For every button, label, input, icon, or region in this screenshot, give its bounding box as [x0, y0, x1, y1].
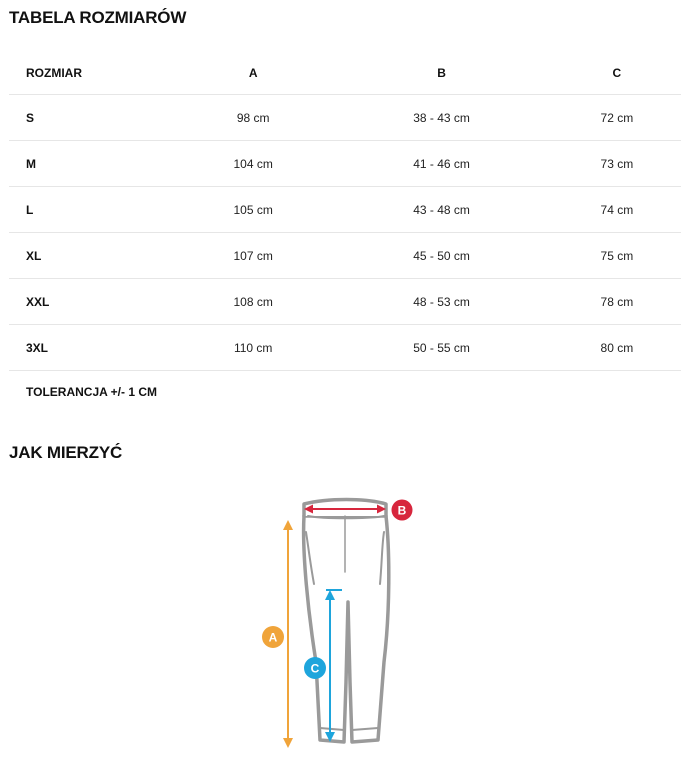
cell-size: XL [9, 233, 176, 279]
cell-size: L [9, 187, 176, 233]
cell-a: 108 cm [176, 279, 330, 325]
header-b: B [330, 52, 552, 95]
pants-diagram-svg [248, 492, 428, 754]
cell-c: 80 cm [553, 325, 681, 371]
cell-size: M [9, 141, 176, 187]
table-row [9, 187, 681, 233]
cell-c: 73 cm [553, 141, 681, 187]
cell-b: 45 - 50 cm [330, 233, 552, 279]
cell-a: 107 cm [176, 233, 330, 279]
badge-a-label: A [268, 630, 278, 645]
table-header-row [9, 52, 681, 95]
cell-c: 72 cm [553, 95, 681, 141]
header-size: ROZMIAR [9, 52, 176, 95]
cell-b: 50 - 55 cm [330, 325, 552, 371]
table-row [9, 279, 681, 325]
cell-a: 98 cm [176, 95, 330, 141]
badge-c-label: C [310, 661, 320, 676]
cell-b: 41 - 46 cm [330, 141, 552, 187]
cell-b: 48 - 53 cm [330, 279, 552, 325]
how-to-measure-title: JAK MIERZYĆ [9, 443, 123, 462]
header-a: A [176, 52, 330, 95]
cell-size: XXL [9, 279, 176, 325]
size-table [9, 52, 681, 413]
table-row [9, 95, 681, 141]
tolerance-note: TOLERANCJA +/- 1 CM [26, 385, 158, 399]
cell-b: 38 - 43 cm [330, 95, 552, 141]
cell-a: 104 cm [176, 141, 330, 187]
badge-b [392, 500, 413, 521]
cell-c: 78 cm [553, 279, 681, 325]
cell-size: S [9, 95, 176, 141]
badge-b-label: B [397, 503, 407, 518]
table-row [9, 233, 681, 279]
table-row [9, 141, 681, 187]
page-title: TABELA ROZMIARÓW [9, 8, 187, 27]
cell-c: 74 cm [553, 187, 681, 233]
arrow-a-icon [283, 520, 293, 748]
badge-c [304, 657, 326, 679]
measurement-diagram [248, 492, 428, 754]
cell-c: 75 cm [553, 233, 681, 279]
cell-a: 105 cm [176, 187, 330, 233]
tolerance-row [9, 371, 681, 414]
cell-b: 43 - 48 cm [330, 187, 552, 233]
header-c: C [553, 52, 681, 95]
table-row [9, 325, 681, 371]
badge-a [262, 626, 284, 648]
pants-outline-icon [304, 500, 389, 743]
cell-a: 110 cm [176, 325, 330, 371]
cell-size: 3XL [9, 325, 176, 371]
